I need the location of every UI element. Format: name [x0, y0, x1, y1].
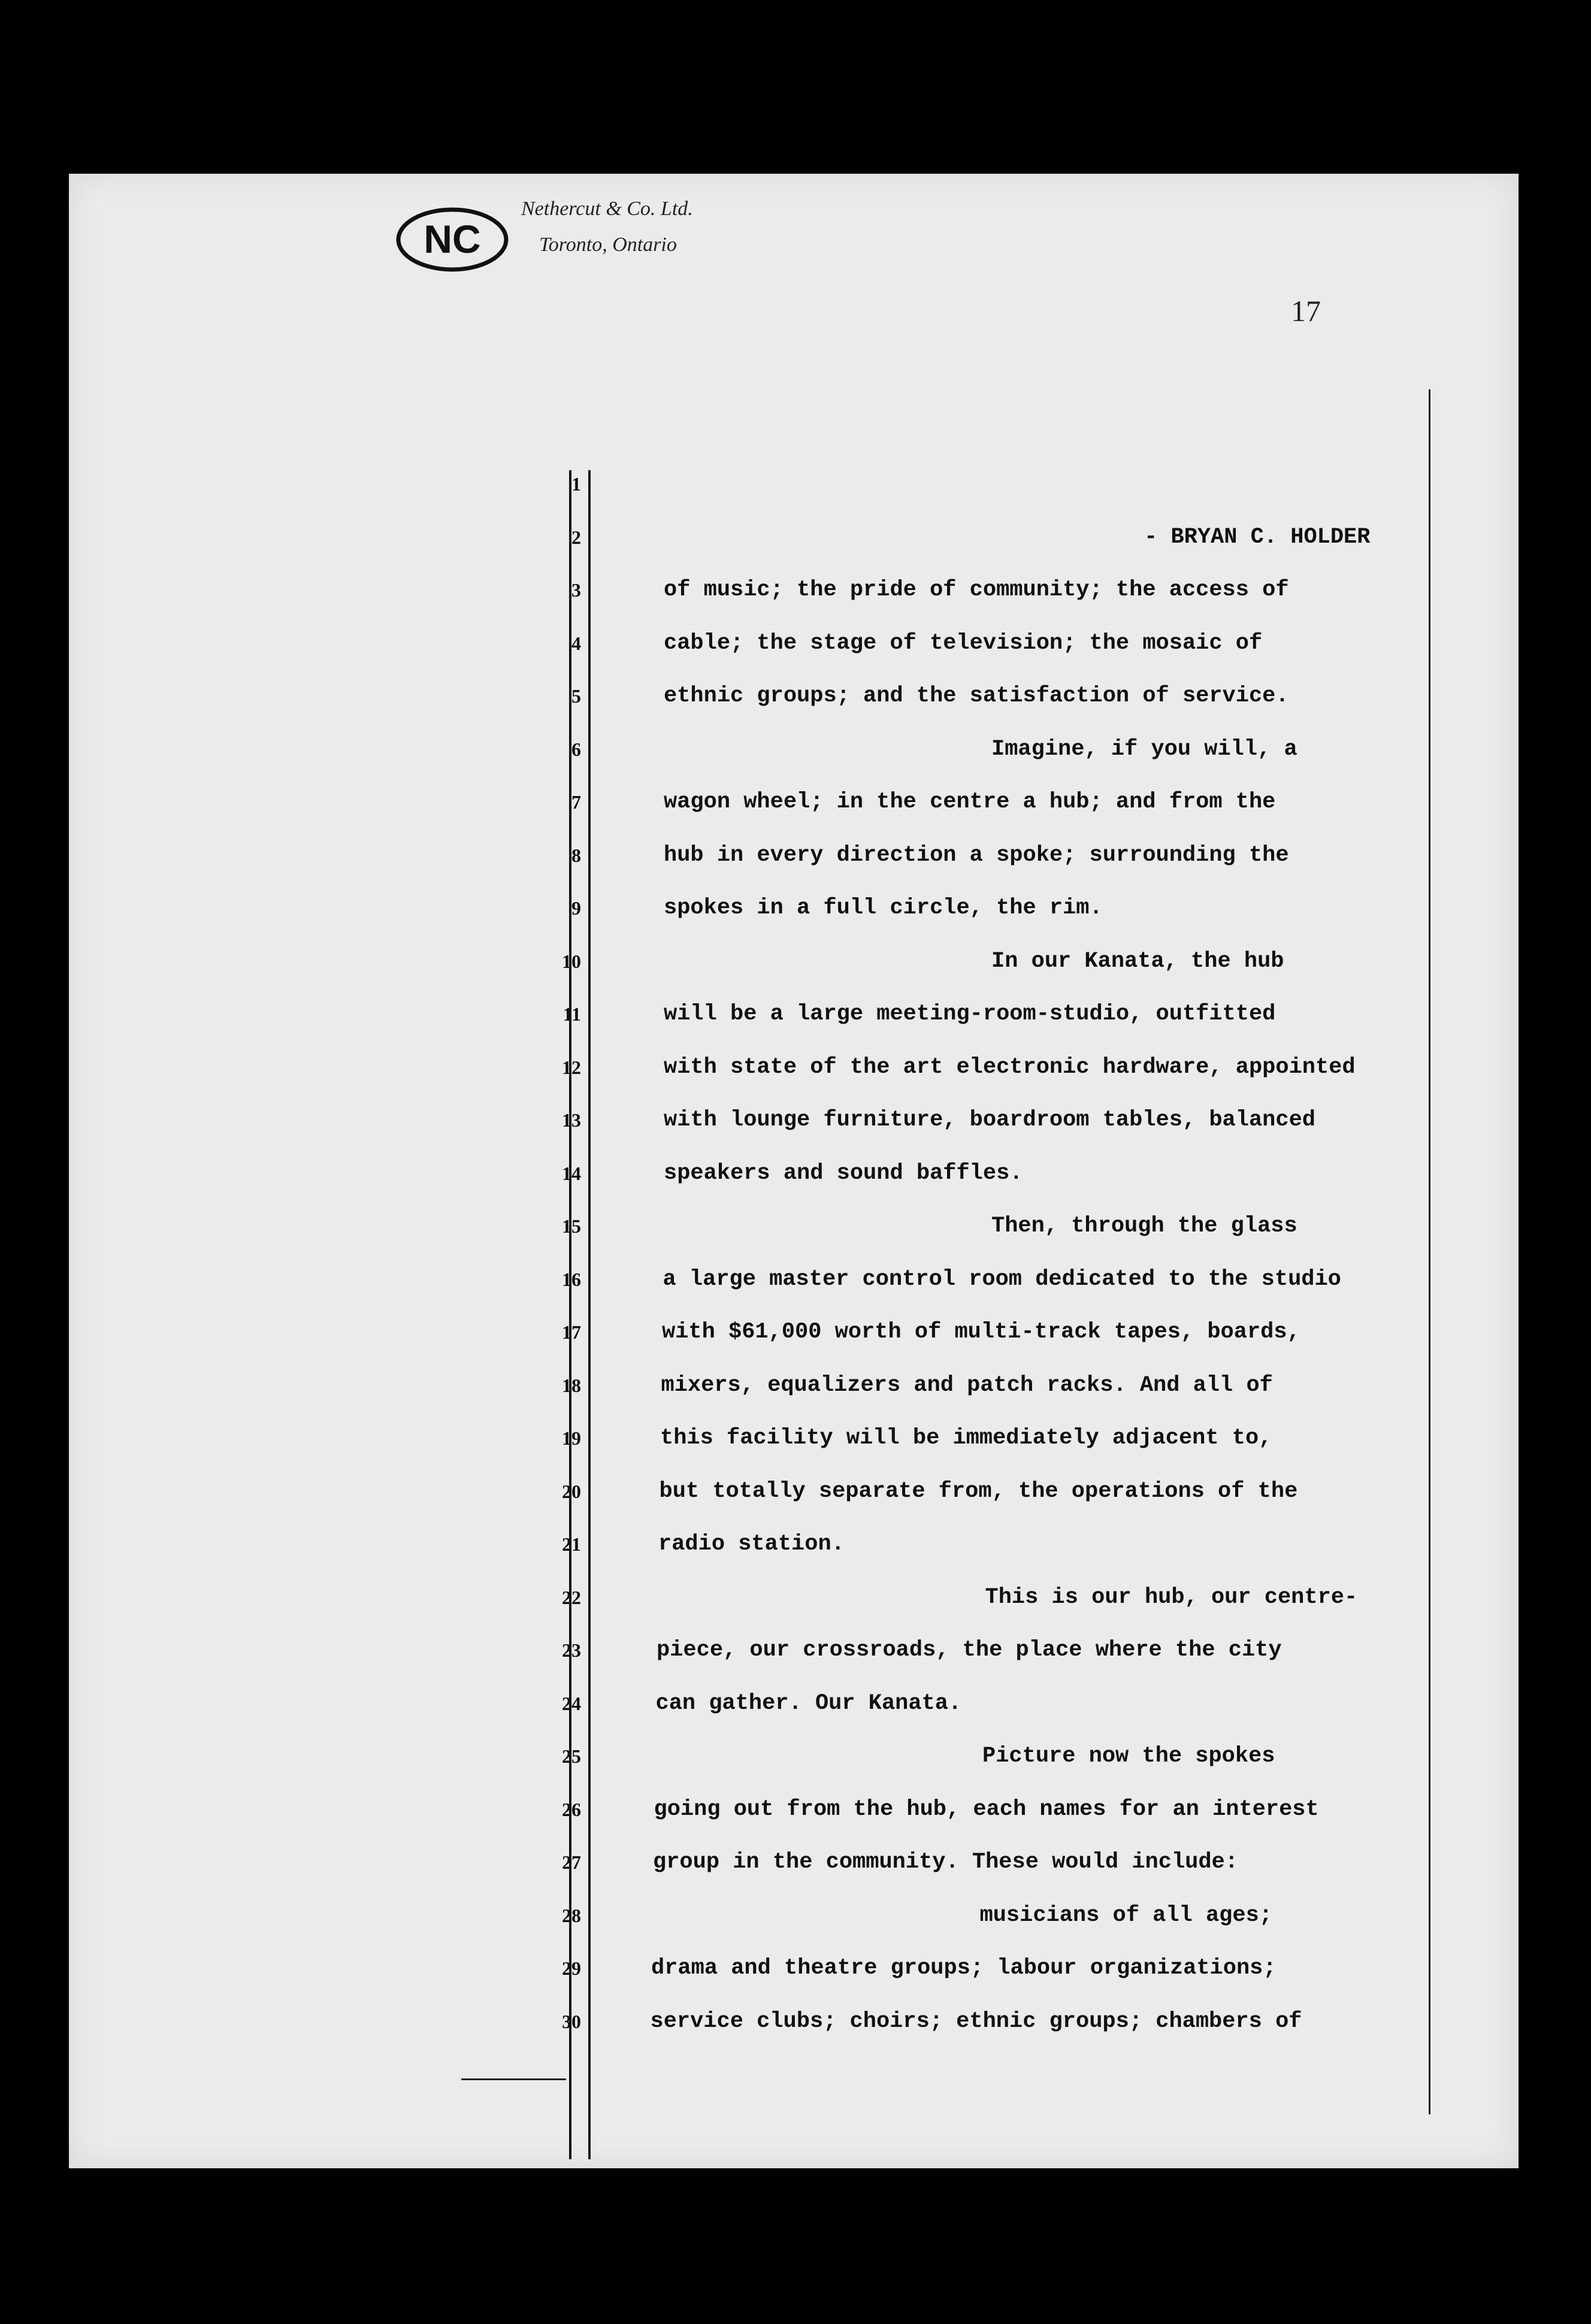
transcript-line: This is our hub, our centre-: [985, 1584, 1358, 1610]
transcript-line: with $61,000 worth of multi-track tapes, boards,: [662, 1320, 1300, 1345]
logo-letters: NC: [424, 217, 481, 261]
firm-name: Nethercut & Co. Ltd.: [521, 198, 693, 220]
line-number: 1: [571, 473, 581, 495]
transcript-line: going out from the hub, each names for an interest: [654, 1796, 1319, 1822]
line-number: 12: [562, 1056, 581, 1078]
margin-rule-left: [588, 470, 591, 2159]
nc-logo-seal: [392, 204, 512, 276]
line-number: 17: [562, 1321, 581, 1343]
line-number: 13: [562, 1109, 581, 1131]
line-number: 10: [562, 950, 581, 972]
transcript-line: with lounge furniture, boardroom tables, balanced: [664, 1107, 1315, 1133]
transcript-line: Imagine, if you will, a: [991, 736, 1297, 762]
transcript-line: service clubs; choirs; ethnic groups; chambers of: [650, 2008, 1302, 2034]
line-number: 21: [562, 1533, 581, 1555]
line-number: 26: [562, 1798, 581, 1820]
line-number: 28: [562, 1904, 581, 1926]
transcript-line: hub in every direction a spoke; surrounding the: [664, 842, 1289, 868]
transcript-line: will be a large meeting-room-studio, outfitted: [664, 1001, 1276, 1027]
transcript-line: - BRYAN C. HOLDER: [1144, 524, 1371, 550]
transcript-line: piece, our crossroads, the place where the city: [657, 1638, 1282, 1663]
line-number: 20: [562, 1480, 581, 1502]
line-number: 23: [562, 1639, 581, 1661]
transcript-line: drama and theatre groups; labour organizations;: [651, 1956, 1277, 1981]
transcript-line: cable; the stage of television; the mosaic of: [664, 630, 1263, 656]
transcript-line: but totally separate from, the operations of the: [659, 1478, 1298, 1504]
right-margin-rule: [1429, 389, 1430, 2114]
transcript-line: Then, through the glass: [991, 1214, 1297, 1239]
line-number: 27: [562, 1851, 581, 1873]
transcript-line: with state of the art electronic hardware, appointed: [664, 1054, 1356, 1080]
line-number: 3: [571, 579, 581, 601]
transcript-line: radio station.: [658, 1532, 845, 1557]
line-number: 22: [562, 1586, 581, 1608]
transcript-line: musicians of all ages;: [979, 1902, 1272, 1928]
line-number: 30: [562, 2010, 581, 2032]
line-number: 11: [562, 1003, 581, 1025]
transcript-line: speakers and sound baffles.: [664, 1160, 1023, 1186]
transcript-line: spokes in a full circle, the rim.: [664, 895, 1103, 921]
firm-city: Toronto, Ontario: [539, 234, 677, 256]
transcript-line: Picture now the spokes: [982, 1744, 1275, 1769]
line-number: 9: [571, 897, 581, 919]
line-number: 7: [571, 791, 581, 813]
line-number: 15: [562, 1215, 581, 1237]
line-number: 29: [562, 1957, 581, 1979]
line-number: 4: [571, 632, 581, 654]
line-30-marker: [461, 2078, 566, 2080]
line-number: 25: [562, 1745, 581, 1767]
line-number: 6: [571, 738, 581, 760]
transcript-line: can gather. Our Kanata.: [655, 1690, 962, 1716]
transcript-line: group in the community. These would include:: [653, 1850, 1238, 1875]
line-number: 5: [571, 685, 581, 707]
line-number: 19: [562, 1427, 581, 1449]
line-number: 14: [562, 1162, 581, 1184]
transcript-line: this facility will be immediately adjacent to,: [660, 1426, 1272, 1451]
transcript-line: In our Kanata, the hub: [991, 948, 1284, 974]
line-number: 8: [571, 844, 581, 866]
line-number: 16: [562, 1268, 581, 1290]
transcript-line: wagon wheel; in the centre a hub; and from the: [664, 789, 1276, 815]
line-number: 18: [562, 1374, 581, 1396]
transcript-line: of music; the pride of community; the access of: [664, 577, 1289, 603]
page-number: 17: [1291, 294, 1321, 328]
transcript-line: a large master control room dedicated to the studio: [663, 1266, 1341, 1292]
transcript-line: ethnic groups; and the satisfaction of service.: [664, 683, 1289, 709]
transcript-line: mixers, equalizers and patch racks. And all of: [661, 1372, 1273, 1398]
line-number: 2: [571, 526, 581, 548]
line-number: 24: [562, 1692, 581, 1714]
